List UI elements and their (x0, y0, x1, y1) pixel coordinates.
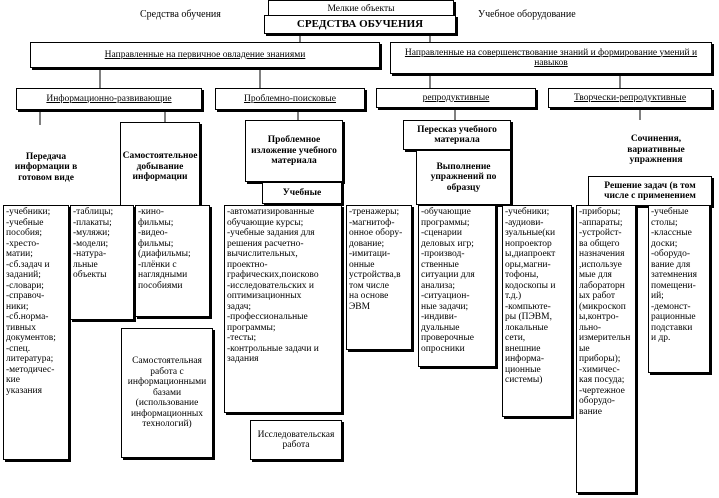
category-reproductive-text: репродуктивные (422, 92, 490, 103)
list-trainers (346, 205, 412, 350)
list-item: -словари; (6, 280, 44, 291)
list-item: -профессиональные (227, 312, 308, 322)
list-item: -чертежное (579, 385, 625, 396)
list-item: рационные (651, 312, 696, 322)
list-av (502, 205, 572, 417)
list-item: программы; (421, 217, 470, 228)
list-item: документов; (6, 333, 56, 343)
category-problem-text: Проблемно-поисковые (243, 93, 337, 104)
sub-self-info-text: Самостоятельное добывание информации (122, 151, 198, 183)
sub-problem-tasks (262, 182, 342, 204)
list-item: -учебные (6, 217, 44, 228)
sub-essays (600, 120, 712, 180)
list-item: ные задачи; (421, 301, 469, 312)
list-item: (диафильмы; (138, 249, 191, 259)
list-item: -сб.задач и (6, 259, 50, 270)
sub-problem-present-text: Проблемное изложение учебного материала (251, 135, 337, 167)
list-item: -учебники; (6, 207, 51, 217)
list-item: -ситуацион- (421, 291, 470, 301)
list-item: ционные (505, 364, 541, 375)
list-item: льно- (579, 322, 602, 333)
list-item: -натура- (73, 249, 107, 259)
list-item: -учебники; (505, 207, 550, 217)
list-item: вычислительных, (227, 249, 298, 259)
list-devices (576, 205, 636, 493)
direction-improve-text: Направленные на совершенствование знаний и формирование умений и навыков (404, 47, 698, 68)
list-item: заданий; (6, 270, 41, 280)
list-item: льные (73, 259, 98, 270)
list-item: том числе (349, 280, 390, 291)
self-work-text: Самостоятельная работа с информационными базами (использование информационных технологий) (127, 356, 207, 430)
direction-primary-box (30, 42, 380, 68)
list-item: -муляжи; (73, 228, 110, 238)
list-item: -исследовательских и (227, 280, 314, 291)
sub-problem-present (245, 120, 343, 182)
research-box (250, 420, 342, 460)
list-item: -приборы; (579, 207, 621, 217)
list-item: нопроектор (505, 238, 552, 249)
list-auto (224, 205, 342, 413)
list-item: тивных (6, 322, 36, 333)
list-item: зуальные(ки (505, 228, 556, 238)
list-item: -аудиови- (505, 217, 544, 228)
list-item: оптимизационных (227, 291, 302, 301)
direction-primary-text: Направленные на первичное овладение знаниями (104, 49, 306, 60)
list-item: мые для (579, 270, 612, 280)
list-item: -магнитоф- (349, 217, 395, 228)
list-item: кодоскопы и (505, 280, 556, 291)
list-item: анализа; (421, 280, 456, 291)
list-item: -компьюте- (505, 301, 551, 312)
list-item: объекты (73, 270, 107, 280)
category-info-dev-text: Информационно-развивающие (46, 93, 172, 104)
list-item: фильмы; (138, 238, 174, 249)
list-item: ситуации для (421, 270, 475, 280)
sub-exercises-text: Выполнение упражнений по образцу (430, 161, 497, 193)
list-item: ЭВМ (349, 301, 371, 312)
list-item: и др. (651, 333, 671, 343)
side-label-right: Учебное оборудование (478, 9, 576, 20)
title-box (264, 15, 456, 34)
list-item: подставки (651, 322, 693, 333)
list-item: -спец. (6, 343, 31, 354)
list-item: -учебные задания для (227, 228, 315, 238)
list-item: проверочные (421, 333, 474, 343)
list-item: -тренажеры; (349, 207, 400, 217)
list-films (135, 205, 210, 317)
list-item: внешние (505, 343, 541, 354)
list-item: -контрольные задачи и (227, 343, 319, 354)
list-item: -имитаци- (349, 249, 391, 259)
list-item: -справоч- (6, 291, 45, 301)
list-item: т.д.) (505, 291, 522, 301)
list-item: ы,диапроект (505, 249, 556, 259)
list-item: -производ- (421, 249, 465, 259)
list-item: -автоматизированные (227, 207, 315, 217)
list-furniture (648, 205, 710, 373)
list-item: пособиями (138, 280, 183, 291)
list-item: тофоны, (505, 270, 539, 280)
list-item: локальные (505, 322, 549, 333)
list-item: ых работ (579, 291, 616, 301)
list-item: кая посуда; (579, 375, 625, 385)
list-item: ры (ПЭВМ, (505, 312, 552, 322)
list-item: -сб.норма- (6, 312, 49, 322)
category-problem (215, 88, 365, 110)
category-reproductive (376, 88, 536, 108)
list-item: кие (6, 375, 20, 385)
list-item: ий; (651, 291, 664, 301)
list-item: указания (6, 385, 42, 396)
list-item: -методичес- (6, 364, 55, 375)
list-item: затемнения (651, 270, 697, 280)
direction-improve-box (390, 42, 712, 74)
list-item: опросники (421, 343, 465, 354)
list-item: назначения (579, 249, 625, 259)
list-item: ва общего (579, 238, 620, 249)
list-item: деловых игр; (421, 238, 474, 249)
list-item: -демонст- (651, 301, 691, 312)
list-item: -таблицы; (73, 207, 114, 217)
sub-essays-text: Сочинения, вариативные упражнения (627, 134, 685, 166)
list-item: обучающие курсы; (227, 217, 304, 228)
list-item: решения расчетно- (227, 238, 304, 249)
list-item: ственные (421, 259, 459, 270)
sub-transfer-text: Передача информации в готовом виде (14, 151, 78, 183)
list-item: -плёнки с (138, 259, 177, 270)
list-item: -плакаты; (73, 217, 112, 228)
list-item: -тесты; (227, 333, 257, 343)
diagram-title: СРЕДСТВА ОБУЧЕНИЯ (296, 18, 424, 31)
list-item: вание (579, 406, 602, 417)
sub-exercises (416, 150, 511, 205)
list-item: -обучающие (421, 207, 471, 217)
list-item: на основе (349, 291, 389, 301)
list-item: оры,магни- (505, 259, 551, 270)
list-item: задания (227, 354, 259, 364)
list-item: столы; (651, 217, 678, 228)
sub-problem-tasks-text: Учебные (282, 187, 322, 198)
side-label-left: Средства обучения (140, 9, 221, 20)
list-item: измерительн (579, 333, 631, 343)
list-item: онное обору- (349, 228, 403, 238)
list-item: фильмы; (138, 217, 174, 228)
list-tables (70, 205, 134, 320)
category-creative-text: Творчески-репродуктивные (573, 92, 687, 103)
list-item: устройства,в (349, 270, 401, 280)
list-item: дуальные (421, 322, 460, 333)
list-item: -видео- (138, 228, 168, 238)
list-item: программы; (227, 322, 276, 333)
sub-self-info (120, 122, 200, 212)
list-item: ы,контро- (579, 312, 619, 322)
list-item: матии; (6, 249, 33, 259)
sub-retell-text: Пересказ учебного материала (417, 124, 497, 145)
list-item: ,используе (579, 259, 622, 270)
list-item: пособия; (6, 228, 42, 238)
list-programs (418, 205, 496, 367)
list-item: -оборудо- (651, 249, 691, 259)
list-item: системы) (505, 375, 543, 385)
list-item: -хресто- (6, 238, 40, 249)
list-item: сети, (505, 333, 526, 343)
category-creative (548, 88, 712, 108)
list-item: дование; (349, 238, 385, 249)
list-item: -сценарии (421, 228, 462, 238)
list-item: оборудо- (579, 396, 615, 406)
list-item: графических,поисково (227, 270, 319, 280)
list-books (3, 205, 69, 460)
list-item: -классные (651, 228, 692, 238)
list-item: задач; (227, 301, 252, 312)
list-item: -аппараты; (579, 217, 623, 228)
list-item: (микроскоп (579, 301, 626, 312)
list-item: ники; (6, 301, 29, 312)
list-item: литература; (6, 354, 54, 364)
list-item: наглядными (138, 270, 188, 280)
list-item: онные (349, 259, 375, 270)
list-item: доски; (651, 238, 678, 249)
list-item: вание для (651, 259, 691, 270)
sub-tasks-incl (588, 176, 712, 206)
list-item: ые (579, 343, 590, 354)
list-item: лабораторн (579, 280, 625, 291)
sub-tasks-incl-text: Решение задач (в том числе с применением (604, 180, 696, 201)
research-text: Исследовательская работа (257, 429, 335, 450)
sub-retell (403, 120, 511, 150)
sub-transfer (6, 125, 86, 210)
list-item: информа- (505, 354, 545, 364)
list-item: -учебные (651, 207, 689, 217)
list-item: помещени- (651, 280, 696, 291)
category-info-dev (16, 88, 202, 110)
list-item: приборы); (579, 354, 621, 364)
list-item: -модели; (73, 238, 109, 249)
list-item: -индиви- (421, 312, 457, 322)
self-work-box (121, 328, 213, 458)
list-item: -химичес- (579, 364, 620, 375)
list-item: -устройст- (579, 228, 622, 238)
list-item: проектно- (227, 259, 268, 270)
behind-title-text: Мелкие объекты (327, 3, 395, 14)
list-item: -кино- (138, 207, 164, 217)
